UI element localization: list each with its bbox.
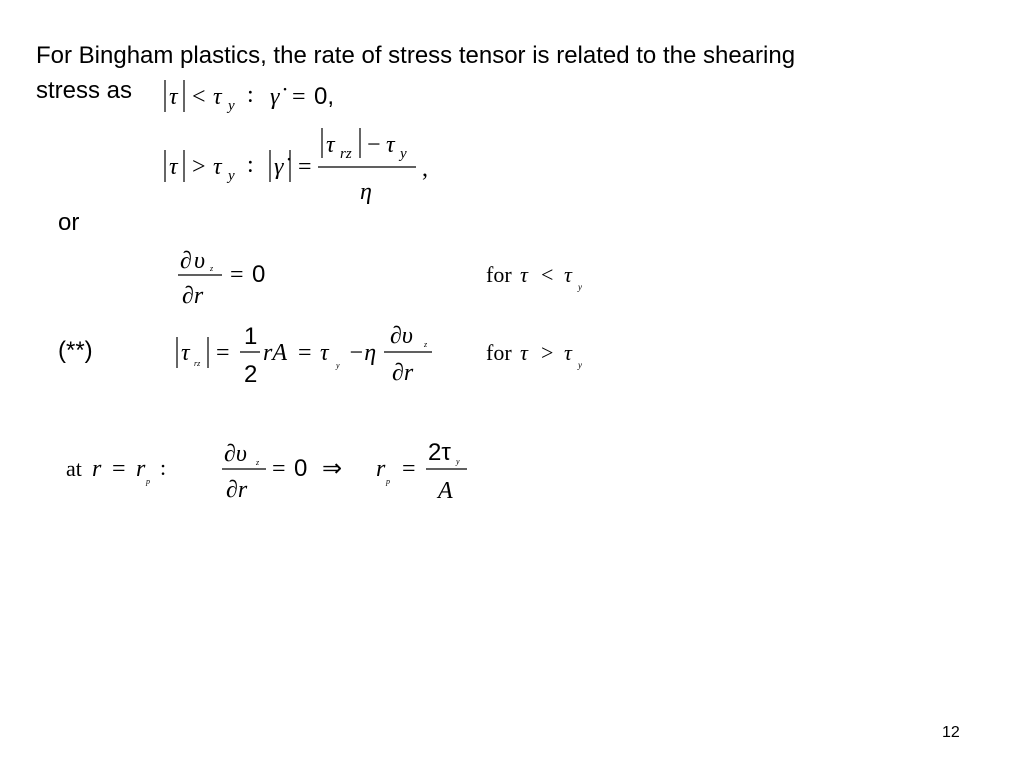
eq5-sub-p2: p [386,477,390,486]
eq4-sub-rz: rz [194,359,201,368]
intro-line-2: stress as [36,77,133,104]
eq4-partial-num: ∂υ [390,323,413,349]
eq3-partial: ∂ [180,248,192,274]
eq5-sub-z: z [256,458,260,467]
eq2-gt: > [192,154,206,180]
eq5-sub-p: p [146,477,150,486]
eq5-r-p: r [136,456,146,482]
eq5-equals-2: = [272,456,286,482]
eq3-nu: υ [194,248,206,274]
eq5-r-p2: r [376,456,386,482]
eq5-partial-num: ∂υ [224,441,247,467]
eq1-rhs: 0, [314,83,335,110]
intro-line-1: For Bingham plastics, the rate of stress tensor is related to the shearing [36,42,796,69]
eq3-cond-tau: τ [520,262,528,287]
eq4-minus-eta: −η [348,340,377,366]
eq5-implies: ⇒ [322,456,343,482]
equation-marker: (**) [58,337,93,364]
eq2-minus: − [367,132,381,158]
eq1-sub-y: y [228,98,235,114]
eq4-sub-y: y [336,361,340,370]
eq5-at: at [66,456,82,481]
page-number: 12 [942,724,960,741]
eq3-den: ∂r [182,283,204,309]
eq3-cond-lt: < [541,262,554,287]
eq2-tau-y: τ [213,154,222,180]
eq1-equals: = [292,84,306,110]
eq4-tau: τ [181,340,190,366]
eq1-lt: < [192,84,206,110]
eq1-colon: : [247,82,254,108]
eq2-gamma-dot: γ̇ [274,154,284,180]
eq5-partial-den: ∂r [226,477,248,503]
eq1-tau: τ [169,84,178,110]
eq4-cond-sub-y: y [578,360,582,370]
eq4-sub-z: z [424,340,428,349]
eq4-equals: = [216,340,230,366]
eq5-frac-num: 2τ [428,439,451,466]
eq4-half-num: 1 [244,323,258,350]
eq1-gamma-dot: γ̇ [270,84,280,110]
eq3-cond-tau-y: τ [564,262,572,287]
or-label: or [58,209,80,236]
eq4-rA: rA [263,340,287,366]
eq5-r: r [92,456,102,482]
eq4-cond-gt: > [541,340,554,365]
eq3-sub-z: z [210,264,214,273]
eq3-cond-for: for [486,262,512,287]
eq2-equals: = [298,154,312,180]
eq2-num-sub-y: y [400,146,407,162]
eq5-frac-sub-y: y [456,457,460,466]
eq3-equals: = [230,262,244,288]
eq4-partial-den: ∂r [392,360,414,386]
eq2-num-sub-rz: rz [340,146,352,162]
eq1-tau-y: τ [213,84,222,110]
eq5-colon: : [160,455,167,480]
eq3-cond-sub-y: y [578,282,582,292]
eq4-half-den: 2 [244,361,258,388]
eq4-tau-y: τ [320,340,329,366]
eq4-cond-for: for [486,340,512,365]
eq2-sub-y: y [228,168,235,184]
eq3-rhs: 0 [252,261,266,288]
eq2-num-tau: τ [326,132,335,158]
eq2-colon: : [247,152,254,178]
eq4-equals-2: = [298,340,312,366]
eq2-den-eta: η [360,179,372,205]
eq4-cond-tau-y: τ [564,340,572,365]
eq2-num-tau-y: τ [386,132,395,158]
eq5-equals-3: = [402,456,416,482]
eq5-frac-den: A [438,478,453,504]
eq5-equals: = [112,456,126,482]
eq5-zero: 0 [294,455,308,482]
eq2-tau: τ [169,154,178,180]
eq2-comma: , [422,156,428,182]
eq4-cond-tau: τ [520,340,528,365]
